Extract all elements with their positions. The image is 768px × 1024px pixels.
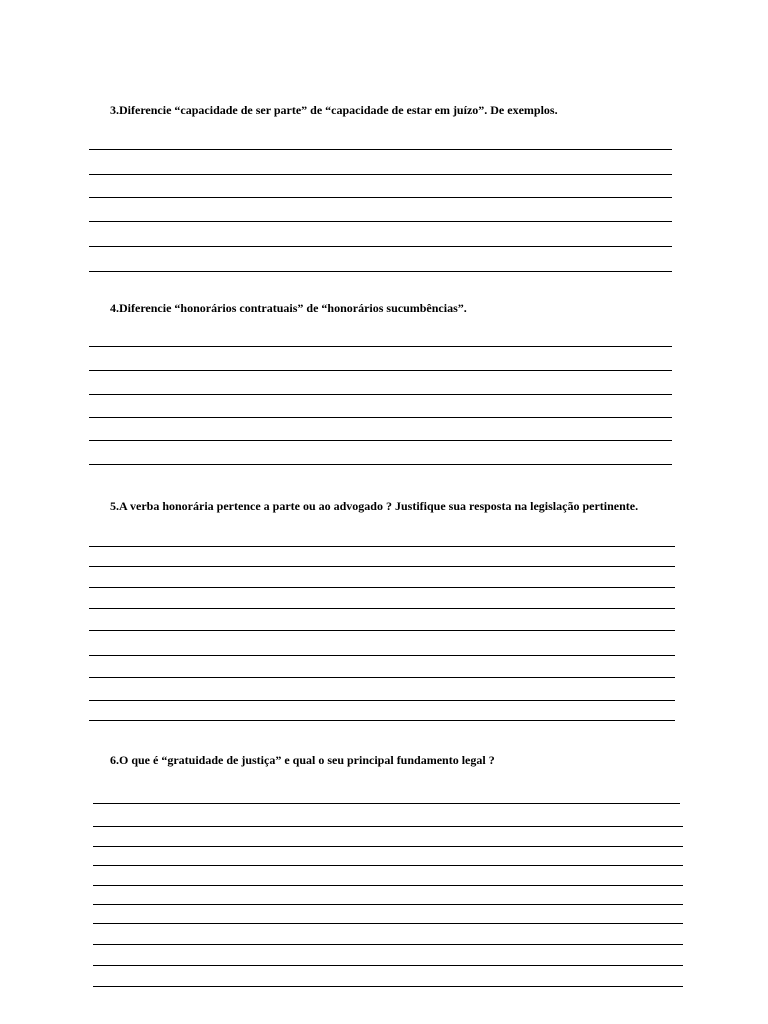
answer-line[interactable] (89, 630, 675, 631)
answer-line[interactable] (89, 417, 672, 418)
answer-line[interactable] (89, 720, 675, 721)
answer-line[interactable] (89, 546, 675, 547)
answer-line[interactable] (93, 904, 683, 905)
answer-line[interactable] (89, 174, 672, 175)
answer-line[interactable] (89, 197, 672, 198)
answer-line[interactable] (89, 271, 672, 272)
answer-line[interactable] (93, 865, 683, 866)
answer-line[interactable] (89, 700, 675, 701)
question-3-prompt: 3.Diferencie “capacidade de ser parte” de “capacidade de estar em juízo”. De exemplos. (110, 103, 558, 117)
answer-line[interactable] (93, 923, 683, 924)
answer-line[interactable] (93, 944, 683, 945)
answer-line[interactable] (89, 370, 672, 371)
question-5-prompt: 5.A verba honorária pertence a parte ou ao advogado ? Justifique sua resposta na legislação pertinente. (110, 499, 639, 513)
answer-line[interactable] (93, 885, 683, 886)
answer-line[interactable] (89, 440, 672, 441)
answer-line[interactable] (89, 464, 672, 465)
answer-line[interactable] (89, 566, 675, 567)
answer-line[interactable] (89, 677, 675, 678)
answer-line[interactable] (89, 608, 675, 609)
answer-line[interactable] (93, 846, 683, 847)
question-4-prompt: 4.Diferencie “honorários contratuais” de “honorários sucumbências”. (110, 301, 467, 315)
answer-line[interactable] (89, 655, 675, 656)
answer-line[interactable] (89, 587, 675, 588)
answer-line[interactable] (89, 246, 672, 247)
answer-line[interactable] (89, 221, 672, 222)
answer-line[interactable] (89, 346, 672, 347)
answer-line[interactable] (93, 826, 683, 827)
answer-line[interactable] (93, 803, 680, 804)
answer-line[interactable] (93, 965, 683, 966)
answer-line[interactable] (89, 394, 672, 395)
answer-line[interactable] (89, 149, 672, 150)
question-6-prompt: 6.O que é “gratuidade de justiça” e qual o seu principal fundamento legal ? (110, 753, 495, 767)
answer-line[interactable] (93, 986, 683, 987)
